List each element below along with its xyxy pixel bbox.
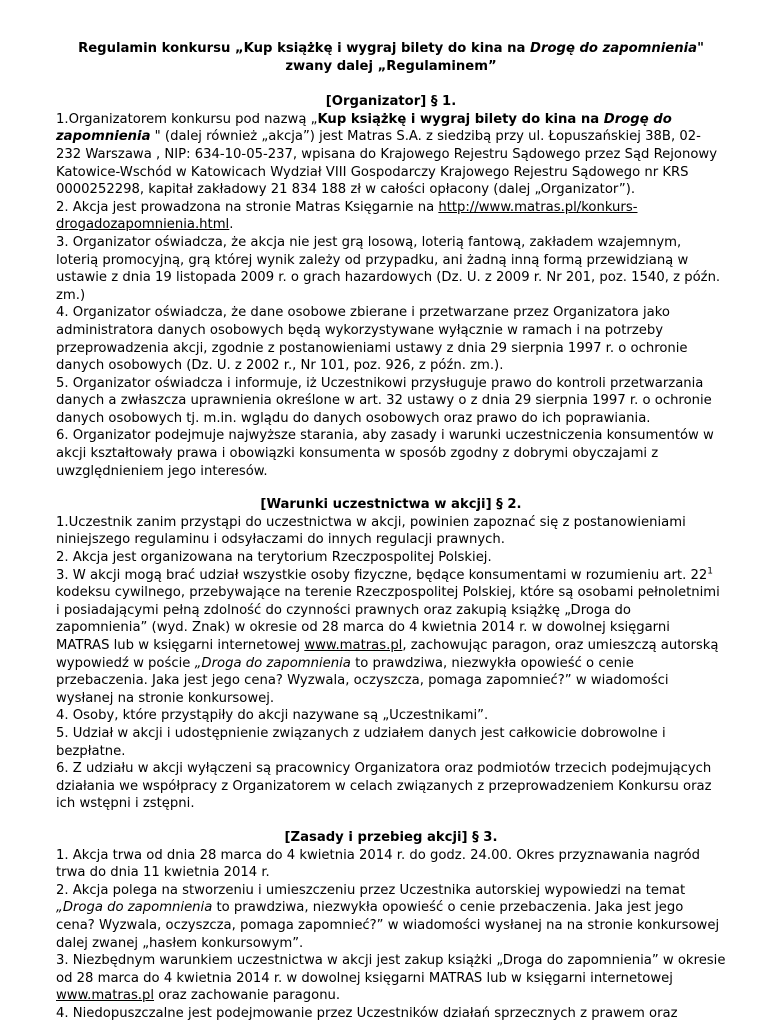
paragraph-text: , zachowując paragon, oraz umieszczą autorską wypowiedź w poście xyxy=(56,638,719,671)
paragraph-text: oraz zachowanie paragonu. xyxy=(154,988,341,1004)
paragraph-text: to prawdziwa, niezwykła opowieść o cenie przebaczenia. Jaka jest jego cena? Wyzwala, oczyszcza, pomaga zapomnieć?” w wiadomości wysłanej na stronie konkursowej. xyxy=(56,655,669,706)
paragraph-text: 3. W akcji mogą brać udział wszystkie osoby fizyczne, będące konsumentami w rozumieniu art. 22 xyxy=(56,567,708,583)
document-title xyxy=(56,40,726,75)
paragraph-text: kodeksu cywilnego, przebywające na terenie Rzeczpospolitej Polskiej, które są osobami pełnoletnimi i posiadającymi pełną zdolność do czynności prawnych oraz zakupią książkę „Droga do zapomnienia” (wyd. Znak) w okresie od 28 marca do 4 kwietnia 2014 r. w dowolnej księgarni MATRAS lub w księgarni internetowej xyxy=(56,585,720,653)
title-text: Regulamin konkursu „Kup książkę i wygraj bilety do kina na xyxy=(78,41,530,56)
section3-paragraph-2 xyxy=(56,882,726,952)
section1-paragraph-3: 3. Organizator oświadcza, że akcja nie jest grą losową, loterią fantową, zakładem wzajemnym, loterią promocyjną, grą której wynik zależy od przypadku, ani żadną inną formą przewidzianą w ustawie z dnia 19 listopada 2009 r. o grach hazardowych (Dz. U. z 2009 r. Nr 201, poz. 1540, z późn. zm.) xyxy=(56,234,721,303)
contest-page-link[interactable]: http://www.matras.pl/konkurs-drogadozapomnienia.html xyxy=(56,199,638,233)
section2-paragraph-1: 1.Uczestnik zanim przystąpi do uczestnictwa w akcji, powinien zapoznać się z postanowieniami niniejszego regulaminu i odsyłaczami do innych regulacji prawnych. xyxy=(56,514,686,548)
contest-name-italic: Drogę do zapomnienia xyxy=(56,111,672,145)
paragraph-text: " (dalej również „akcja”) jest Matras S.A. z siedzibą przy ul. Łopuszańskiej 38B, 02-232 Warszawa , NIP: 634-10-05-237, wpisana do Krajowego Rejestru Sądowego przez Sąd Rejonowy Katowice-Wschód w Katowicach Wydział VIII Gospodarczy Krajowego Rejestru Sądowego nr KRS 0000252298, kapitał zakładowy 21 834 188 zł w całości opłacony (dalej „Organizator”). xyxy=(56,129,718,198)
section3-paragraph-4: 4. Niedopuszczalne jest podejmowanie przez Uczestników działań sprzecznych z prawem oraz xyxy=(56,1005,678,1021)
superscript: 1 xyxy=(707,566,713,577)
section2-paragraph-2: 2. Akcja jest organizowana na terytorium Rzeczpospolitej Polskiej. xyxy=(56,550,492,566)
section2-paragraph-3 xyxy=(56,567,726,708)
section1-paragraph-6: 6. Organizator podejmuje najwyższe starania, aby zasady i warunki uczestniczenia konsumentów w akcji kształtowały prawa i obowiązki konsumenta w sposób zgodny z dobrymi obyczajami z uwzględnieniem jego interesów. xyxy=(56,428,714,479)
section-heading-warunki: [Warunki uczestnictwa w akcji] § 2. xyxy=(260,497,522,513)
section-heading-organizator: [Organizator] § 1. xyxy=(325,94,457,110)
section1-paragraph-1 xyxy=(56,111,726,199)
matras-link[interactable]: www.matras.pl xyxy=(56,988,155,1004)
title-subtitle: zwany dalej „Regulaminem” xyxy=(285,58,497,74)
document-page xyxy=(56,40,726,1022)
section2-paragraph-4: 4. Osoby, które przystąpiły do akcji nazywane są „Uczestnikami”. xyxy=(56,708,489,724)
section2-paragraph-6: 6. Z udziału w akcji wyłączeni są pracownicy Organizatora oraz podmiotów trzecich podejmujących działania we współpracy z Organizatorem w celach związanych z przeprowadzeniem Konkursu oraz ich wstępni i zstępni. xyxy=(56,761,712,812)
paragraph-text: . xyxy=(229,217,234,233)
section1-paragraph-5: 5. Organizator oświadcza i informuje, iż Uczestnikowi przysługuje prawo do kontroli przetwarzania danych a zwłaszcza uprawnienia określone w art. 32 ustawy o z dnia 29 sierpnia 1997 r. o ochronie danych osobowych tj. m.in. wglądu do danych osobowych oraz prawo do ich poprawiania. xyxy=(56,375,712,426)
section3-paragraph-1: 1. Akcja trwa od dnia 28 marca do 4 kwietnia 2014 r. do godz. 24.00. Okres przyznawania nagród trwa do dnia 11 kwietnia 2014 r. xyxy=(56,847,700,881)
paragraph-text: 3. Niezbędnym warunkiem uczestnictwa w akcji jest zakup książki „Droga do zapomnienia” w okresie od 28 marca do 4 kwietnia 2014 r. w dowolnej księgarni MATRAS lub w księgarni internetowej xyxy=(56,953,726,986)
section-heading-zasady: [Zasady i przebieg akcji] § 3. xyxy=(284,829,498,845)
paragraph-text: to prawdziwa, niezwykła opowieść o cenie przebaczenia. Jaka jest jego cena? Wyzwala, oczyszcza, pomaga zapomnieć?” w wiadomości wysłanej na na stronie konkursowej dalej zwanej „hasłem konkursowym”. xyxy=(56,900,720,951)
paragraph-text: 1.Organizatorem konkursu pod nazwą „ xyxy=(56,111,318,127)
book-title-italic: „Droga do zapomnienia xyxy=(194,655,351,671)
section3-paragraph-3 xyxy=(56,952,726,1005)
section2-paragraph-5: 5. Udział w akcji i udostępnienie związanych z udziałem danych jest całkowicie dobrowolne i bezpłatne. xyxy=(56,725,666,759)
contest-name-bold: Kup książkę i wygraj bilety do kina na xyxy=(317,111,604,127)
matras-link[interactable]: www.matras.pl xyxy=(304,638,403,653)
title-italic-text: Drogę do zapomnienia xyxy=(530,41,698,56)
section1-paragraph-4: 4. Organizator oświadcza, że dane osobowe zbierane i przetwarzane przez Organizatora jako administratora danych osobowych będą wykorzystywane wyłącznie w ramach i na potrzeby przeprowadzenia akcji, zgodnie z postanowieniami ustawy z dnia 29 sierpnia 1997 r. o ochronie danych osobowych (Dz. U. z 2002 r., Nr 101, poz. 926, z późn. zm.). xyxy=(56,305,688,374)
title-quote: " xyxy=(697,41,704,56)
paragraph-text: 2. Akcja jest prowadzona na stronie Matras Księgarnie na xyxy=(56,199,439,215)
section1-paragraph-2 xyxy=(56,199,726,234)
paragraph-text: 2. Akcja polega na stworzeniu i umieszczeniu przez Uczestnika autorskiej wypowiedzi na temat xyxy=(56,882,686,898)
book-title-italic: „Droga do zapomnienia xyxy=(56,900,213,916)
